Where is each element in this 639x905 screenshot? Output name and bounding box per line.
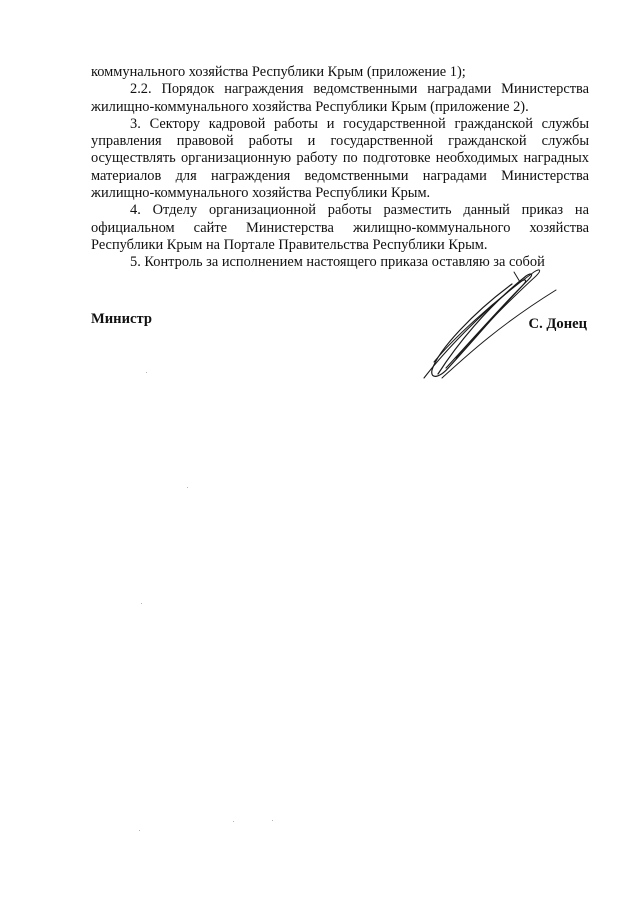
paragraph-2-2: 2.2. Порядок награждения ведомственными наградами Министерства жилищно-коммунального хозяйства Республики Крым (приложение 2). [91,81,589,115]
scan-speck [233,821,234,822]
paragraph-continuation: коммунального хозяйства Республики Крым (приложение 1); [91,64,466,80]
scan-speck [139,830,140,831]
position-title: Министр [91,311,152,327]
scan-speck [146,372,147,373]
signer-name: С. Донец [528,316,587,332]
document-body [91,64,589,272]
paragraph-3: 3. Сектору кадровой работы и государственной гражданской службы управления правовой работы и государственной гражданской службы осуществлять организационную работу по подготовке необходимых наградных материалов для награждения ведомственными наградами Министерства жилищно-коммунального хозяйства Республики Крым. [91,115,589,202]
paragraph-4: 4. Отделу организационной работы разместить данный приказ на официальном сайте Министерства жилищно-коммунального хозяйства Республики Крым на Портале Правительства Республики Крым. [91,202,589,253]
handwritten-signature [416,266,566,384]
scan-speck [272,820,273,821]
paragraph-5: 5. Контроль за исполнением настоящего приказа оставляю за собой [130,254,545,271]
scan-speck [141,603,142,604]
scan-speck [187,487,188,488]
